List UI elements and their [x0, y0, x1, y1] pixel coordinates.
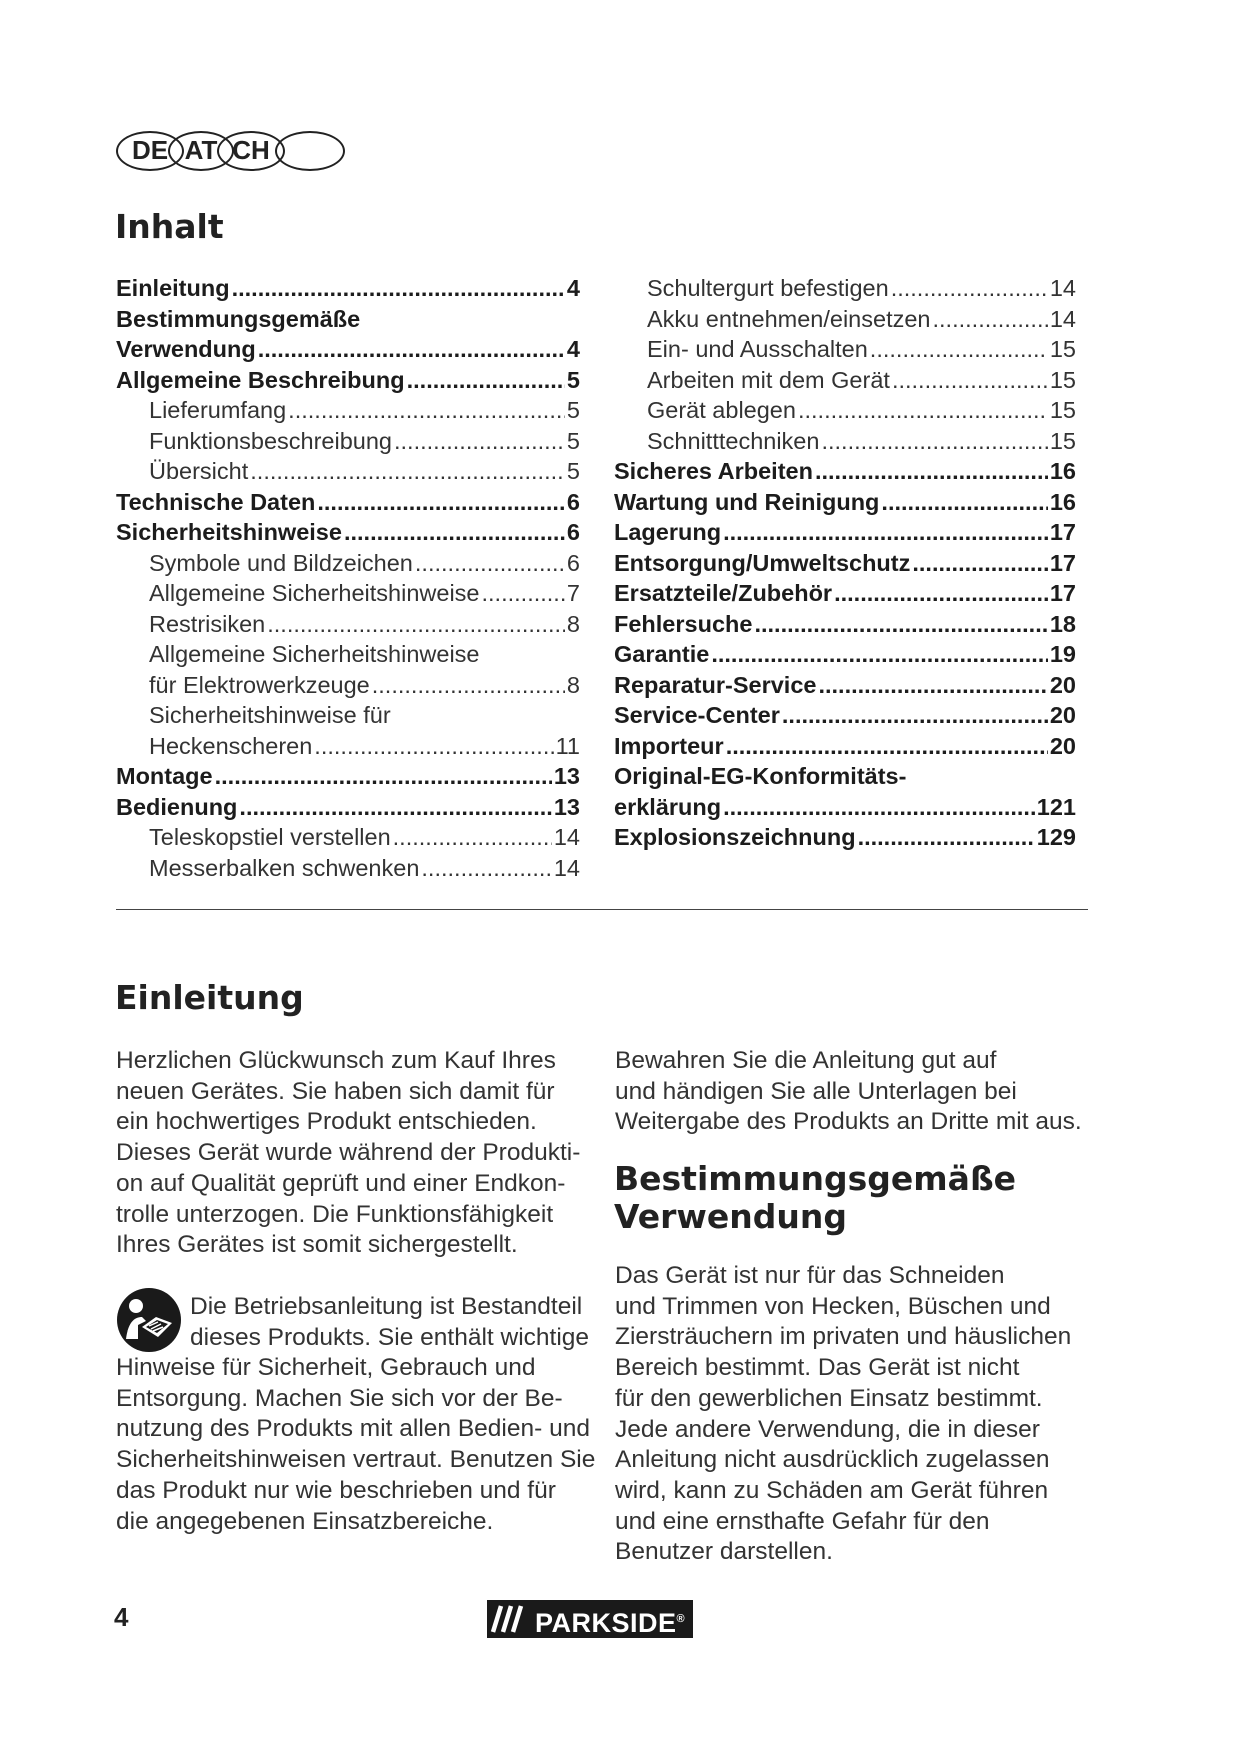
text-line: trolle unterzogen. Die Funktionsfähigkeit [116, 1200, 554, 1228]
toc-entry [149, 853, 580, 883]
text-line: für den gewerblichen Einsatz bestimmt. [615, 1384, 1043, 1412]
toc-entry [614, 548, 1076, 578]
verwendung-heading-line1: Bestimmungsgemäße [614, 1159, 1017, 1198]
toc-entry-label: Arbeiten mit dem Gerät [647, 366, 890, 393]
text-line: neuen Gerätes. Sie haben sich damit für [116, 1077, 555, 1105]
toc-leader-dots [818, 670, 1047, 700]
toc-entry-label: Gerät ablegen [647, 397, 796, 423]
toc-entry-label: Technische Daten [116, 488, 316, 515]
parkside-logo [487, 1600, 693, 1638]
toc-entry-label: Sicherheitshinweise [116, 519, 342, 545]
toc-entry-page: 4 [566, 336, 580, 362]
toc-entry-page: 17 [1049, 519, 1076, 545]
toc-entry-page: 15 [1049, 366, 1076, 393]
toc-entry-page: 15 [1049, 397, 1076, 423]
toc-entry [149, 578, 580, 608]
toc-entry-label: Restrisiken [149, 610, 266, 637]
einleitung-intro [116, 1046, 606, 1261]
toc-entry-label: Fehlersuche [614, 610, 753, 637]
toc-entry-label: Heckenscheren [149, 732, 313, 759]
toc-entry [116, 487, 580, 517]
toc-entry [149, 639, 580, 669]
text-line: und eine ernsthafte Gefahr für den [615, 1507, 990, 1535]
toc-entry [614, 822, 1076, 852]
toc-leader-dots [891, 273, 1048, 303]
toc-entry-label: Bedienung [116, 793, 238, 820]
toc-entry [614, 517, 1076, 547]
toc-entry-page: 17 [1049, 549, 1076, 576]
toc-entry [149, 609, 580, 639]
toc-leader-dots [870, 334, 1048, 364]
toc-entry-label: erklärung [614, 793, 722, 820]
toc-entry-page: 14 [553, 824, 580, 850]
toc-entry-label: Ein- und Ausschalten [647, 336, 868, 362]
toc-entry-label: Original-EG-Konformitäts- [614, 763, 907, 789]
toc-entry [614, 670, 1076, 700]
toc-leader-dots [215, 761, 552, 791]
toc-entry [614, 456, 1076, 486]
toc-entry-page: 19 [1049, 641, 1076, 667]
country-empty [275, 131, 345, 171]
manual-note-indented [190, 1292, 610, 1353]
text-line: Hinweise für Sicherheit, Gebrauch und [116, 1354, 536, 1381]
text-line: das Produkt nur wie beschrieben und für [116, 1476, 556, 1504]
toc-entry-label: Sicherheitshinweise für [149, 702, 391, 728]
toc-leader-dots [723, 792, 1035, 822]
toc-entry-page: 8 [566, 610, 580, 637]
toc-entry-page: 6 [566, 488, 580, 515]
manual-note [116, 1353, 606, 1537]
toc-entry-label: Verwendung [116, 336, 256, 362]
toc-entry-page: 8 [566, 671, 580, 698]
toc-entry-label: Allgemeine Sicherheitshinweise [149, 580, 480, 606]
toc-entry-page: 121 [1036, 793, 1076, 820]
toc-entry-page: 20 [1049, 732, 1076, 759]
text-line: on auf Qualität geprüft und einer Endkon- [116, 1169, 566, 1197]
toc-entry [614, 731, 1076, 761]
toc-entry-page: 5 [566, 427, 580, 454]
toc-leader-dots [258, 334, 565, 364]
toc-leader-dots [394, 426, 565, 456]
toc-entry [116, 517, 580, 547]
toc-leader-dots [407, 365, 565, 395]
toc-entry [614, 578, 1076, 608]
toc-entry-label: Symbole und Bildzeichen [149, 549, 413, 576]
text-line: und händigen Sie alle Unterlagen bei [615, 1077, 1017, 1105]
toc-entry [614, 761, 1076, 791]
toc-entry-label: Montage [116, 763, 213, 789]
country-at: AT [168, 131, 234, 171]
toc-entry-page: 7 [566, 580, 580, 606]
toc-entry-page: 11 [555, 732, 580, 759]
toc-leader-dots [267, 609, 565, 639]
toc-entry-label: Lieferumfang [149, 397, 287, 423]
toc-entry [149, 670, 580, 700]
toc-entry-page: 14 [1049, 305, 1076, 332]
toc-entry-label: Lagerung [614, 519, 722, 545]
toc-entry [614, 700, 1076, 730]
text-line: Benutzer darstellen. [615, 1538, 833, 1566]
text-line: Sicherheitshinweisen vertraut. Benutzen Sie [116, 1446, 596, 1474]
toc-entry-label: Wartung und Reinigung [614, 488, 880, 515]
toc-entry [116, 792, 580, 822]
toc-entry-label: Bestimmungsgemäße [116, 305, 361, 332]
toc-leader-dots [344, 517, 565, 547]
toc-entry-page: 13 [553, 763, 580, 789]
toc-entry [647, 426, 1076, 456]
toc-entry [614, 487, 1076, 517]
toc-entry-label: Sicheres Arbeiten [614, 458, 813, 484]
toc-leader-dots [754, 609, 1047, 639]
toc-leader-dots [393, 822, 552, 852]
toc-entry-page: 6 [566, 519, 580, 545]
toc-entry [149, 822, 580, 852]
toc-entry-page: 17 [1049, 580, 1076, 606]
toc-entry-page: 15 [1049, 427, 1076, 454]
text-line: Ziersträuchern im privaten und häuslichen [615, 1323, 1072, 1351]
toc-entry-label: Allgemeine Beschreibung [116, 366, 405, 393]
toc-leader-dots [250, 456, 565, 486]
toc-entry-label: Importeur [614, 732, 724, 759]
toc-entry [614, 792, 1076, 822]
toc-entry-label: Explosionszeichnung [614, 824, 856, 850]
toc-entry [647, 304, 1076, 334]
logo-slashes-icon [487, 1600, 533, 1638]
toc-entry-label: Messerbalken schwenken [149, 854, 420, 881]
text-line: Weitergabe des Produkts an Dritte mit aus. [615, 1108, 1082, 1136]
toc-entry [149, 548, 580, 578]
toc-entry [149, 426, 580, 456]
toc-entry-page: 20 [1049, 702, 1076, 728]
toc-entry-page: 5 [566, 397, 580, 423]
toc-leader-dots [723, 517, 1048, 547]
toc-leader-dots [239, 792, 551, 822]
toc-entry-label: Ersatzteile/Zubehör [614, 580, 833, 606]
toc-entry [116, 334, 580, 364]
toc-entry-label: Schultergurt befestigen [647, 275, 889, 301]
toc-leader-dots [782, 700, 1048, 730]
text-line: Das Gerät ist nur für das Schneiden [615, 1262, 1005, 1289]
text-line: Ihres Gerätes ist somit sichergestellt. [116, 1231, 518, 1259]
toc-entry [149, 456, 580, 486]
country-badge [116, 131, 346, 177]
toc-leader-dots [881, 487, 1047, 517]
toc-leader-dots [912, 548, 1047, 578]
toc-entry [647, 365, 1076, 395]
verwendung-heading [614, 1160, 1016, 1236]
text-line: Entsorgung. Machen Sie sich vor der Be- [116, 1384, 563, 1412]
toc-entry-page: 14 [553, 854, 580, 881]
manual-reading-icon [116, 1287, 182, 1353]
verwendung-text [615, 1261, 1095, 1568]
toc-entry-label: Reparatur-Service [614, 671, 817, 698]
toc-title: Inhalt [115, 207, 224, 246]
toc-entry-page: 6 [566, 549, 580, 576]
toc-entry-label: für Elektrowerkzeuge [149, 671, 370, 698]
text-line: Die Betriebsanleitung ist Bestandteil [190, 1293, 583, 1320]
verwendung-heading-line2: Verwendung [614, 1197, 847, 1236]
toc-entry-page: 20 [1049, 671, 1076, 698]
toc-leader-dots [232, 273, 565, 303]
text-line: wird, kann zu Schäden am Gerät führen [615, 1476, 1049, 1504]
toc-leader-dots [415, 548, 565, 578]
toc-entry-page: 16 [1049, 458, 1076, 484]
toc-entry-label: Übersicht [149, 458, 249, 484]
toc-leader-dots [858, 822, 1035, 852]
toc-leader-dots [421, 853, 551, 883]
toc-entry-label: Teleskopstiel verstellen [149, 824, 391, 850]
toc-entry-page: 16 [1049, 488, 1076, 515]
toc-entry-label: Entsorgung/Umweltschutz [614, 549, 911, 576]
toc-entry [116, 273, 580, 303]
text-line: Dieses Gerät wurde während der Produkti- [116, 1139, 581, 1167]
toc-entry-page: 5 [566, 366, 580, 393]
toc-entry-label: Akku entnehmen/einsetzen [647, 305, 931, 332]
toc-entry [116, 365, 580, 395]
toc-entry-label: Funktionsbeschreibung [149, 427, 392, 454]
toc-entry-page: 18 [1049, 610, 1076, 637]
toc-leader-dots [711, 639, 1048, 669]
toc-leader-dots [317, 487, 565, 517]
page-number: 4 [114, 1602, 129, 1632]
toc-leader-dots [314, 731, 553, 761]
toc-entry-label: Einleitung [116, 275, 230, 301]
text-line: und Trimmen von Hecken, Büschen und [615, 1292, 1051, 1320]
toc-entry [614, 609, 1076, 639]
toc-entry-label: Schnitttechniken [647, 427, 820, 454]
toc-entry [647, 273, 1076, 303]
toc-entry-page: 14 [1049, 275, 1076, 301]
country-de: DE [116, 131, 184, 171]
toc-entry [149, 395, 580, 425]
country-ch: CH [217, 131, 285, 171]
toc-entry [647, 395, 1076, 425]
text-line: dieses Produkts. Sie enthält wichtige [190, 1323, 590, 1351]
toc-entry [116, 304, 580, 334]
toc-leader-dots [834, 578, 1048, 608]
toc-entry-label: Allgemeine Sicherheitshinweise [149, 641, 480, 667]
einleitung-heading: Einleitung [115, 978, 304, 1017]
toc-entry-page: 15 [1049, 336, 1076, 362]
toc-leader-dots [798, 395, 1048, 425]
text-line: Anleitung nicht ausdrücklich zugelassen [615, 1446, 1050, 1474]
toc-entry-label: Garantie [614, 641, 710, 667]
toc-entry [149, 700, 580, 730]
toc-leader-dots [815, 456, 1048, 486]
toc-entry [149, 731, 580, 761]
toc-leader-dots [288, 395, 565, 425]
toc-entry-label: Service-Center [614, 702, 780, 728]
toc-leader-dots [821, 426, 1047, 456]
toc-leader-dots [481, 578, 564, 608]
toc-entry [614, 639, 1076, 669]
text-line: Herzlichen Glückwunsch zum Kauf Ihres [116, 1047, 556, 1074]
keep-manual-note [615, 1046, 1095, 1138]
logo-word: PARKSIDE® [533, 1600, 693, 1638]
section-divider [116, 909, 1088, 910]
toc-entry-page: 4 [566, 275, 580, 301]
toc-entry-page: 129 [1036, 824, 1076, 850]
toc-entry-page: 5 [566, 458, 580, 484]
toc-entry-page: 13 [553, 793, 580, 820]
text-line: nutzung des Produkts mit allen Bedien- und [116, 1415, 590, 1443]
toc-leader-dots [892, 365, 1048, 395]
text-line: Bereich bestimmt. Das Gerät ist nicht [615, 1354, 1020, 1382]
toc-entry [647, 334, 1076, 364]
toc-leader-dots [726, 731, 1048, 761]
toc-leader-dots [372, 670, 565, 700]
text-line: ein hochwertiges Produkt entschieden. [116, 1108, 537, 1136]
toc-entry [116, 761, 580, 791]
text-line: Jede andere Verwendung, die in dieser [615, 1415, 1040, 1443]
text-line: Bewahren Sie die Anleitung gut auf [615, 1047, 997, 1074]
text-line: die angegebenen Einsatzbereiche. [116, 1507, 494, 1535]
toc-leader-dots [933, 304, 1048, 334]
